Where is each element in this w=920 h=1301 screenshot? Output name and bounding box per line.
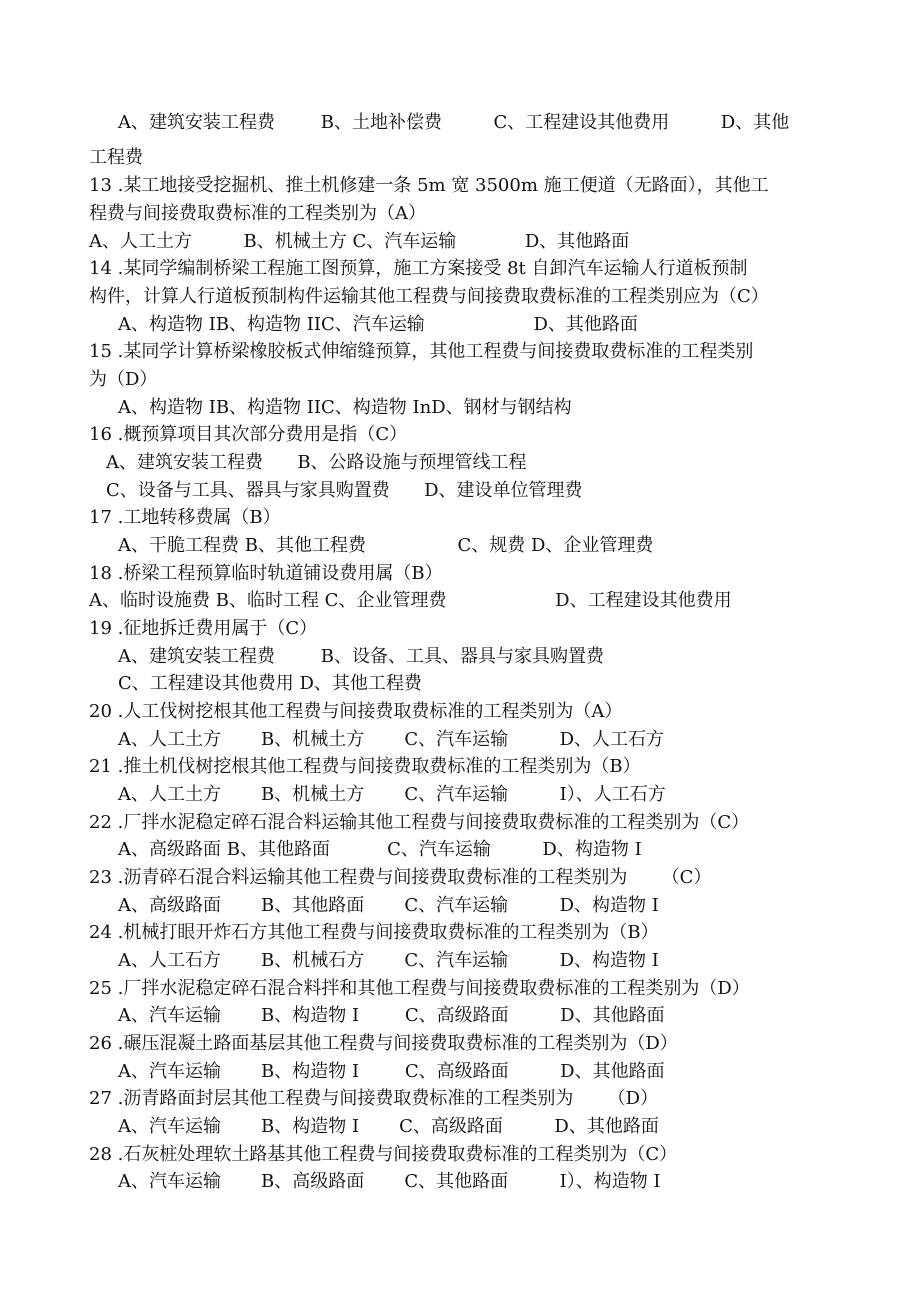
options-19-b: C、工程建设其他费用 D、其他工程费 xyxy=(118,673,422,694)
options-27: A、汽车运输 B、构造物 I C、高级路面 D、其他路面 xyxy=(118,1116,659,1137)
options-18: A、临时设施费 B、临时工程 C、企业管理费 D、工程建设其他费用 xyxy=(89,590,732,611)
question-20: 20 .人工伐树挖根其他工程费与间接费取费标准的工程类别为（A） xyxy=(89,701,623,722)
text-line-7: 构件，计算人行道板预制构件运输其他工程费与间接费取费标准的工程类别应为（C） xyxy=(89,286,769,307)
text-line-1: A、建筑安装工程费 B、土地补偿费 C、工程建设其他费用 D、其他 xyxy=(118,112,790,133)
question-17: 17 .工地转移费属（B） xyxy=(89,507,281,528)
question-24: 24 .机械打眼开炸石方其他工程费与间接费取费标准的工程类别为（B） xyxy=(89,922,659,943)
question-25: 25 .厂拌水泥稳定碎石混合料拌和其他工程费与间接费取费标准的工程类别为（D） xyxy=(89,978,750,999)
options-23: A、高级路面 B、其他路面 C、汽车运输 D、构造物 I xyxy=(118,895,659,916)
text-line-2: 工程费 xyxy=(89,147,143,168)
options-22: A、高级路面 B、其他路面 C、汽车运输 D、构造物 I xyxy=(118,839,642,860)
options-28: A、汽车运输 B、高级路面 C、其他路面 I）、构造物 I xyxy=(118,1171,661,1192)
options-24: A、人工石方 B、机械石方 C、汽车运输 D、构造物 I xyxy=(118,950,659,971)
text-line-10: 为（D） xyxy=(89,369,158,390)
options-14: A、构造物 IB、构造物 IIC、汽车运输 D、其他路面 xyxy=(118,314,638,335)
question-23: 23 .沥青碎石混合料运输其他工程费与间接费取费标准的工程类别为 （C） xyxy=(89,867,712,888)
question-22: 22 .厂拌水泥稳定碎石混合料运输其他工程费与间接费取费标准的工程类别为（C） xyxy=(89,812,750,833)
question-27: 27 .沥青路面封层其他工程费与间接费取费标准的工程类别为 （D） xyxy=(89,1088,659,1109)
question-21: 21 .推土机伐树挖根其他工程费与间接费取费标准的工程类别为（B） xyxy=(89,756,641,777)
question-15: 15 .某同学计算桥梁橡胶板式伸缩缝预算，其他工程费与间接费取费标准的工程类别 xyxy=(89,341,754,362)
options-16-a: A、建筑安装工程费 B、公路设施与预埋管线工程 xyxy=(106,452,527,473)
options-15: A、构造物 IB、构造物 IIC、构造物 InD、钢材与钢结构 xyxy=(118,397,572,418)
question-18: 18 .桥梁工程预算临时轨道铺设费用属（B） xyxy=(89,563,443,584)
options-16-b: C、设备与工具、器具与家具购置费 D、建设单位管理费 xyxy=(106,480,583,501)
question-13: 13 .某工地接受挖掘机、推土机修建一条 5m 宽 3500m 施工便道（无路面），其他工 xyxy=(89,175,769,196)
options-19-a: A、建筑安装工程费 B、设备、工具、器具与家具购置费 xyxy=(118,646,604,667)
options-21: A、人工土方 B、机械土方 C、汽车运输 I）、人工石方 xyxy=(118,784,666,805)
options-26: A、汽车运输 B、构造物 I C、高级路面 D、其他路面 xyxy=(118,1061,665,1082)
question-19: 19 .征地拆迁费用属于（C） xyxy=(89,618,318,639)
options-25: A、汽车运输 B、构造物 I C、高级路面 D、其他路面 xyxy=(118,1005,665,1026)
options-17: A、干脆工程费 B、其他工程费 C、规费 D、企业管理费 xyxy=(118,535,654,556)
question-26: 26 .碾压混凝土路面基层其他工程费与间接费取费标准的工程类别为（D） xyxy=(89,1033,678,1054)
question-28: 28 .石灰桩处理软土路基其他工程费与间接费取费标准的工程类别为（C） xyxy=(89,1144,678,1165)
options-20: A、人工土方 B、机械土方 C、汽车运输 D、人工石方 xyxy=(118,729,665,750)
question-14: 14 .某同学编制桥梁工程施工图预算，施工方案接受 8t 自卸汽车运输人行道板预制 xyxy=(89,258,748,279)
options-13: A、人工土方 B、机械土方 C、汽车运输 D、其他路面 xyxy=(89,231,630,252)
question-16: 16 .概预算项目其次部分费用是指（C） xyxy=(89,424,408,445)
text-line-4: 程费与间接费取费标准的工程类别为（A） xyxy=(89,203,426,224)
